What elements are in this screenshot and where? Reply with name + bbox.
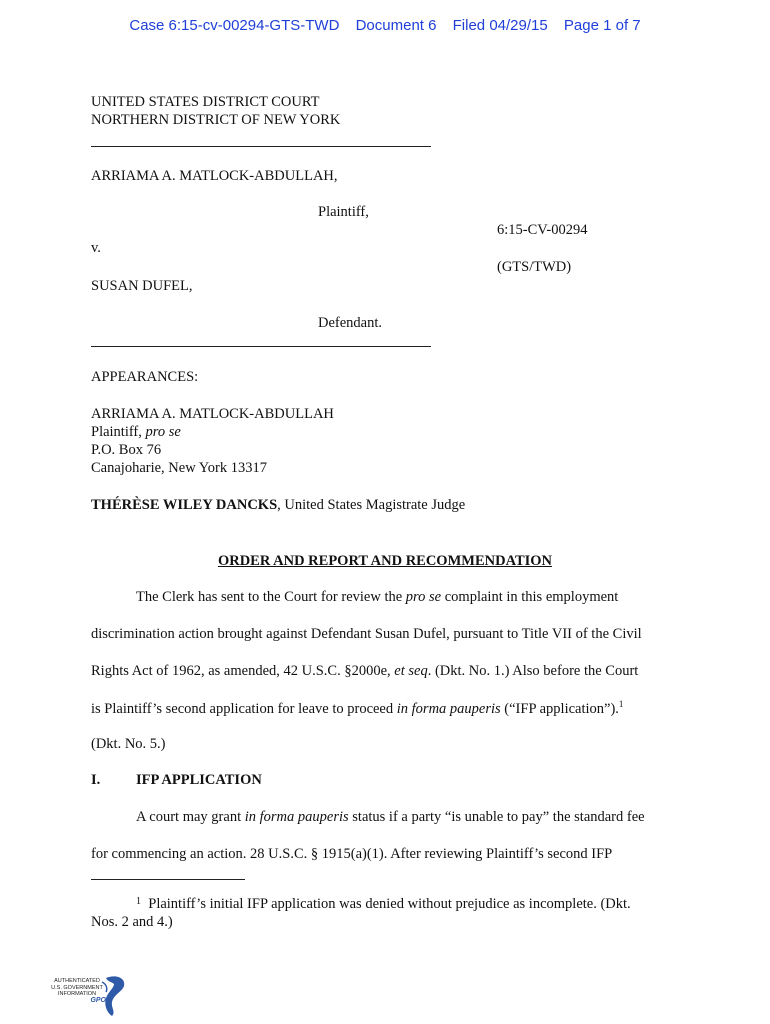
appearance-address2: Canajoharie, New York 13317 <box>91 460 267 476</box>
appearance-name: ARRIAMA A. MATLOCK-ABDULLAH <box>91 406 334 422</box>
body-line: (Dkt. No. 5.) <box>91 736 166 752</box>
seal-line2: U.S. GOVERNMENT <box>51 984 103 991</box>
body-line: A court may grant in forma pauperis status if a party “is unable to pay” the standard fee <box>136 809 645 825</box>
appearance-address1: P.O. Box 76 <box>91 442 162 458</box>
footnote-ref[interactable]: 1 <box>618 699 624 709</box>
footnote-line1: $^1$ Plaintiff’s initial IFP application was denied without prejudice as incomplete. (Dkt. <box>136 896 631 912</box>
versus: v. <box>91 240 101 256</box>
filed-date-header: Filed 04/29/15 <box>452 17 548 34</box>
defendant-name: SUSAN DUFEL, <box>91 278 193 294</box>
magistrate-judge: THÉRÈSE WILEY DANCKS, United States Magistrate Judge <box>91 497 466 513</box>
body-line: Rights Act of 1962, as amended, 42 U.S.C. §2000e, et seq. (Dkt. No. 1.) Also before the Court <box>91 663 639 679</box>
order-title: ORDER AND REPORT AND RECOMMENDATION <box>217 553 553 569</box>
plaintiff-name: ARRIAMA A. MATLOCK-ABDULLAH, <box>91 168 338 184</box>
defendant-role: Defendant. <box>318 315 383 331</box>
document-number-header: Document 6 <box>355 17 437 34</box>
appearances-label: APPEARANCES: <box>91 369 199 385</box>
caption-bottom-rule <box>91 346 431 347</box>
caption-top-rule <box>91 146 431 147</box>
seal-line1: AUTHENTICATED <box>54 978 100 984</box>
judge-initials: (GTS/TWD) <box>497 259 572 275</box>
body-line: is Plaintiff’s second application for leave to proceed in forma pauperis (“IFP application”).$^1$ <box>91 699 624 717</box>
case-number: 6:15-CV-00294 <box>497 222 588 238</box>
seal-line3: INFORMATION <box>57 991 97 997</box>
court-name-line1: UNITED STATES DISTRICT COURT <box>91 94 320 110</box>
body-line: for commencing an action. 28 U.S.C. § 1915(a)(1). After reviewing Plaintiff’s second IFP <box>91 846 613 862</box>
gpo-authentication-seal <box>44 972 134 1018</box>
footnote-rule <box>91 879 245 880</box>
plaintiff-role: Plaintiff, <box>318 204 369 220</box>
document-header <box>0 17 770 34</box>
section-title: IFP APPLICATION <box>136 772 262 788</box>
section-number: I. <box>91 772 101 788</box>
page-number-header: Page 1 of 7 <box>563 17 641 34</box>
court-name-line2: NORTHERN DISTRICT OF NEW YORK <box>91 112 341 128</box>
body-line: discrimination action brought against Defendant Susan Dufel, pursuant to Title VII of the Civil <box>91 626 642 642</box>
body-line: The Clerk has sent to the Court for review the pro se complaint in this employment <box>136 589 619 605</box>
footnote-line2: Nos. 2 and 4.) <box>91 914 173 930</box>
appearance-role: Plaintiff, pro se <box>91 424 181 440</box>
seal-line4: GPO <box>90 996 106 1004</box>
case-number-header: Case 6:15-cv-00294-GTS-TWD <box>129 17 340 34</box>
